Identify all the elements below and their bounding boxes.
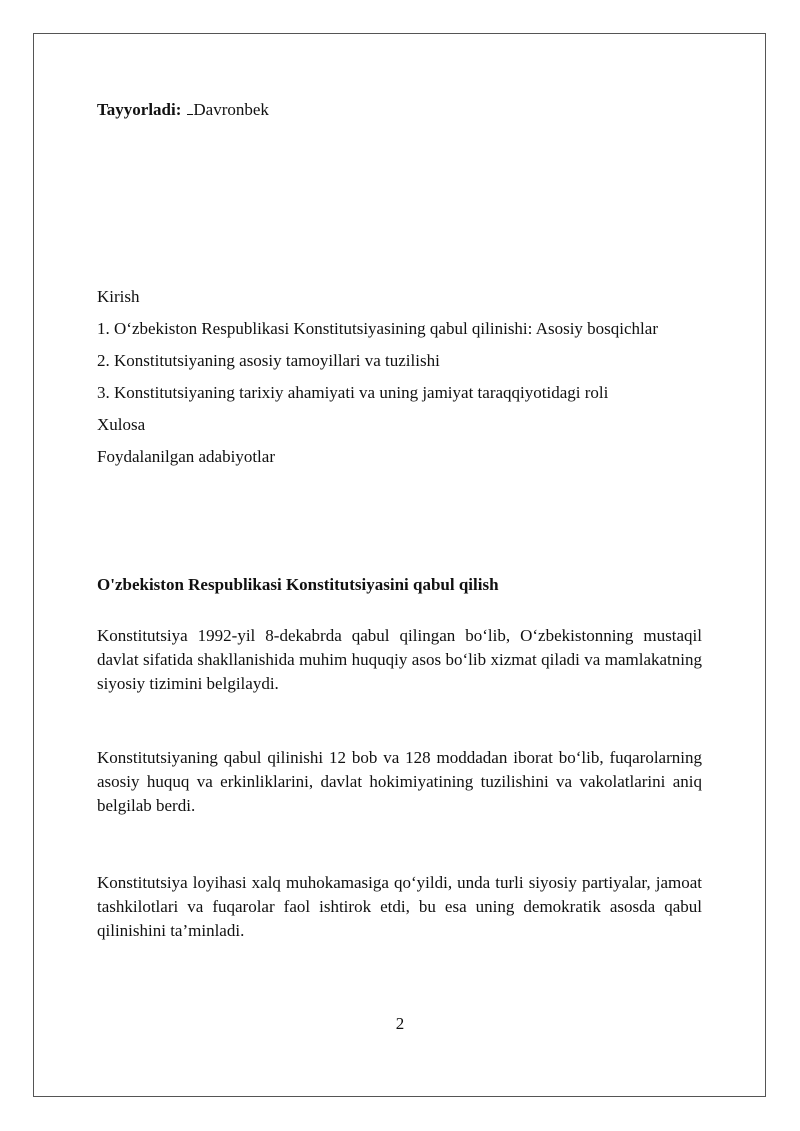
paragraph-3: Konstitutsiya loyihasi xalq muhokamasiga qo‘yildi, unda turli siyosiy partiyalar, jamoat tashkilotlari va fuqarolar faol ishtirok etdi, bu esa uning demokratik asosda qabul qilinishini ta’minladi.: [97, 873, 702, 940]
toc-item-intro: Kirish: [97, 287, 140, 306]
section-heading: O'zbekiston Respublikasi Konstitutsiyasini qabul qilish: [97, 575, 499, 594]
toc-item-2: 2. Konstitutsiyaning asosiy tamoyillari va tuzilishi: [97, 351, 440, 370]
toc-item-references: Foydalanilgan adabiyotlar: [97, 447, 275, 466]
author-name: Davronbek: [193, 100, 269, 119]
paragraph-1: Konstitutsiya 1992-yil 8-dekabrda qabul qilingan bo‘lib, O‘zbekistonning mustaqil davlat sifatida shakllanishida muhim huquqiy asos bo‘lib xizmat qiladi va mamlakatning siyosiy tizimini belgilaydi.: [97, 626, 702, 693]
toc-item-1: 1. O‘zbekiston Respublikasi Konstitutsiyasining qabul qilinishi: Asosiy bosqichlar: [97, 319, 658, 338]
table-of-contents: [97, 281, 702, 473]
prepared-by-line: [97, 96, 702, 122]
page-number: 2: [395, 1014, 405, 1033]
toc-item-conclusion: Xulosa: [97, 415, 146, 434]
prepared-by-label: Tayyorladi:: [97, 100, 182, 119]
toc-item-3: 3. Konstitutsiyaning tarixiy ahamiyati va uning jamiyat taraqqiyotidagi roli: [97, 383, 609, 402]
author-name-wrap: [187, 100, 269, 119]
paragraph-2: Konstitutsiyaning qabul qilinishi 12 bob va 128 moddadan iborat bo‘lib, fuqarolarning asosiy huquq va erkinliklarini, davlat hokimiyatining tuzilishini va vakolatlarini aniq belgilab berdi.: [97, 748, 702, 815]
